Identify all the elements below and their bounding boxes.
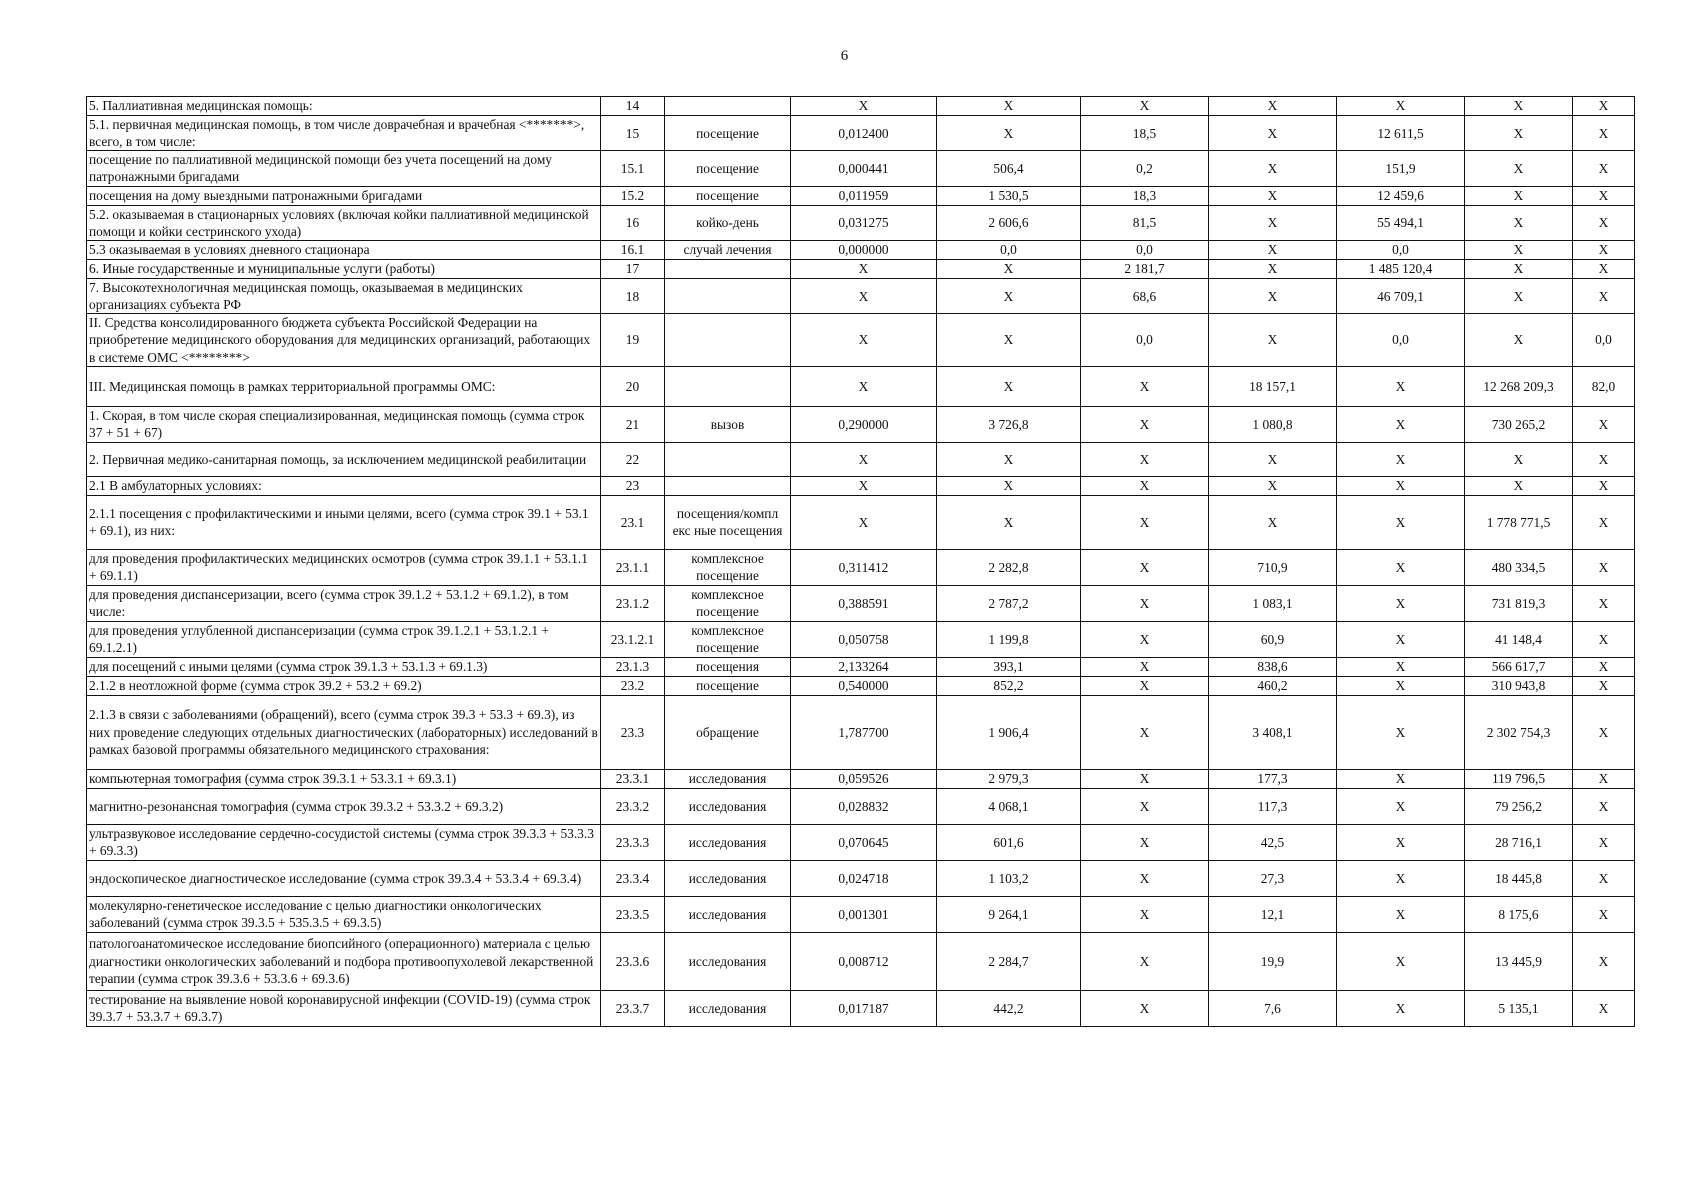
- row-volume-norm: 0,011959: [791, 186, 937, 205]
- row-volume-norm: 0,388591: [791, 585, 937, 621]
- row-per-capita-oms: 177,3: [1209, 769, 1337, 788]
- table-row: [87, 824, 1635, 860]
- row-sum-oms: X: [1465, 116, 1573, 151]
- row-name: для проведения профилактических медицинских осмотров (сумма строк 39.1.1 + 53.1.1 + 69.1.1): [87, 549, 601, 585]
- row-sum-budget: X: [1337, 366, 1465, 406]
- table-row: [87, 788, 1635, 824]
- row-sum-budget: 55 494,1: [1337, 205, 1465, 240]
- row-sum-budget: X: [1337, 932, 1465, 990]
- row-per-capita-oms: X: [1209, 442, 1337, 476]
- row-volume-norm: 0,050758: [791, 621, 937, 657]
- row-per-capita-budget: 18,5: [1081, 116, 1209, 151]
- row-line-number: 14: [601, 97, 665, 116]
- row-volume-norm: 0,024718: [791, 860, 937, 896]
- row-per-capita-budget: 81,5: [1081, 205, 1209, 240]
- row-percent: X: [1573, 151, 1635, 186]
- row-unit: исследования: [665, 896, 791, 932]
- row-volume-norm: X: [791, 314, 937, 366]
- row-per-capita-oms: 60,9: [1209, 621, 1337, 657]
- row-line-number: 23.1.2.1: [601, 621, 665, 657]
- row-per-capita-budget: X: [1081, 621, 1209, 657]
- row-sum-budget: 0,0: [1337, 240, 1465, 259]
- row-name: 2. Первичная медико-санитарная помощь, за исключением медицинской реабилитации: [87, 442, 601, 476]
- row-cost-norm: X: [937, 366, 1081, 406]
- row-line-number: 23.2: [601, 676, 665, 695]
- row-sum-budget: X: [1337, 549, 1465, 585]
- row-sum-oms: 730 265,2: [1465, 406, 1573, 442]
- row-sum-oms: X: [1465, 186, 1573, 205]
- row-cost-norm: X: [937, 116, 1081, 151]
- row-unit: исследования: [665, 769, 791, 788]
- row-per-capita-oms: 42,5: [1209, 824, 1337, 860]
- table-row: [87, 896, 1635, 932]
- row-per-capita-oms: X: [1209, 495, 1337, 549]
- row-line-number: 23.3.2: [601, 788, 665, 824]
- row-per-capita-oms: X: [1209, 205, 1337, 240]
- table-row: [87, 97, 1635, 116]
- row-name: для посещений с иными целями (сумма строк 39.1.3 + 53.1.3 + 69.1.3): [87, 657, 601, 676]
- row-cost-norm: 506,4: [937, 151, 1081, 186]
- row-per-capita-budget: X: [1081, 824, 1209, 860]
- table-row: [87, 657, 1635, 676]
- table-row: [87, 205, 1635, 240]
- row-percent: X: [1573, 186, 1635, 205]
- row-percent: X: [1573, 932, 1635, 990]
- row-percent: X: [1573, 116, 1635, 151]
- row-cost-norm: 9 264,1: [937, 896, 1081, 932]
- row-per-capita-oms: 1 080,8: [1209, 406, 1337, 442]
- row-per-capita-budget: 68,6: [1081, 278, 1209, 313]
- row-volume-norm: 0,008712: [791, 932, 937, 990]
- row-sum-budget: X: [1337, 495, 1465, 549]
- row-cost-norm: X: [937, 495, 1081, 549]
- row-sum-budget: X: [1337, 442, 1465, 476]
- row-cost-norm: 1 199,8: [937, 621, 1081, 657]
- row-line-number: 21: [601, 406, 665, 442]
- row-name: ультразвуковое исследование сердечно-сосудистой системы (сумма строк 39.3.3 + 53.3.3 + 69.3.3): [87, 824, 601, 860]
- row-percent: X: [1573, 240, 1635, 259]
- row-volume-norm: 0,031275: [791, 205, 937, 240]
- row-per-capita-oms: 710,9: [1209, 549, 1337, 585]
- row-name: посещение по паллиативной медицинской помощи без учета посещений на дому патронажными бригадами: [87, 151, 601, 186]
- table-row: [87, 990, 1635, 1026]
- row-sum-budget: 46 709,1: [1337, 278, 1465, 313]
- row-sum-oms: X: [1465, 97, 1573, 116]
- row-sum-oms: 119 796,5: [1465, 769, 1573, 788]
- row-sum-oms: X: [1465, 442, 1573, 476]
- row-line-number: 19: [601, 314, 665, 366]
- row-name: 2.1.3 в связи с заболеваниями (обращений), всего (сумма строк 39.3 + 53.3 + 69.3), из них проведение следующих отдельных диагностических (лабораторных) исследований в рамках базовой программы обязательного медицинского страхования:: [87, 695, 601, 769]
- row-sum-oms: X: [1465, 278, 1573, 313]
- row-unit: исследования: [665, 990, 791, 1026]
- row-sum-oms: 41 148,4: [1465, 621, 1573, 657]
- table-row: [87, 151, 1635, 186]
- row-volume-norm: X: [791, 476, 937, 495]
- row-name: 7. Высокотехнологичная медицинская помощь, оказываемая в медицинских организациях субъекта РФ: [87, 278, 601, 313]
- row-cost-norm: 1 530,5: [937, 186, 1081, 205]
- row-sum-oms: 5 135,1: [1465, 990, 1573, 1026]
- table-row: [87, 769, 1635, 788]
- row-sum-oms: 2 302 754,3: [1465, 695, 1573, 769]
- row-percent: X: [1573, 769, 1635, 788]
- row-unit: посещения: [665, 657, 791, 676]
- row-line-number: 16: [601, 205, 665, 240]
- row-line-number: 15: [601, 116, 665, 151]
- row-line-number: 23.3.6: [601, 932, 665, 990]
- row-unit: исследования: [665, 824, 791, 860]
- row-per-capita-budget: X: [1081, 990, 1209, 1026]
- row-percent: X: [1573, 278, 1635, 313]
- row-name: II. Средства консолидированного бюджета субъекта Российской Федерации на приобретение медицинского оборудования для медицинских организаций, работающих в системе ОМС <********>: [87, 314, 601, 366]
- row-sum-budget: X: [1337, 406, 1465, 442]
- row-sum-budget: X: [1337, 695, 1465, 769]
- row-sum-oms: X: [1465, 205, 1573, 240]
- row-unit: койко-день: [665, 205, 791, 240]
- row-unit: комплексное посещение: [665, 585, 791, 621]
- row-percent: X: [1573, 990, 1635, 1026]
- row-sum-oms: 731 819,3: [1465, 585, 1573, 621]
- row-per-capita-oms: X: [1209, 259, 1337, 278]
- row-name: 2.1.2 в неотложной форме (сумма строк 39.2 + 53.2 + 69.2): [87, 676, 601, 695]
- row-per-capita-budget: X: [1081, 676, 1209, 695]
- table-row: [87, 695, 1635, 769]
- row-sum-budget: X: [1337, 769, 1465, 788]
- table-row: [87, 314, 1635, 366]
- page-number: 6: [840, 48, 849, 64]
- row-volume-norm: 0,017187: [791, 990, 937, 1026]
- table-row: [87, 240, 1635, 259]
- row-per-capita-oms: X: [1209, 151, 1337, 186]
- row-cost-norm: 2 282,8: [937, 549, 1081, 585]
- row-unit: исследования: [665, 788, 791, 824]
- table-row: [87, 476, 1635, 495]
- row-sum-oms: 480 334,5: [1465, 549, 1573, 585]
- row-line-number: 23.3.7: [601, 990, 665, 1026]
- row-line-number: 16.1: [601, 240, 665, 259]
- row-per-capita-oms: 12,1: [1209, 896, 1337, 932]
- row-per-capita-budget: 0,2: [1081, 151, 1209, 186]
- row-per-capita-oms: 117,3: [1209, 788, 1337, 824]
- row-sum-budget: X: [1337, 97, 1465, 116]
- row-percent: X: [1573, 788, 1635, 824]
- row-name: 1. Скорая, в том числе скорая специализированная, медицинская помощь (сумма строк 37 + 51 + 67): [87, 406, 601, 442]
- row-unit: [665, 366, 791, 406]
- row-name: молекулярно-генетическое исследование с целью диагностики онкологических заболеваний (сумма строк 39.3.5 + 535.3.5 + 69.3.5): [87, 896, 601, 932]
- row-per-capita-budget: X: [1081, 896, 1209, 932]
- row-cost-norm: X: [937, 97, 1081, 116]
- row-name: тестирование на выявление новой коронавирусной инфекции (COVID-19) (сумма строк 39.3.7 + 53.3.7 + 69.3.7): [87, 990, 601, 1026]
- row-unit: случай лечения: [665, 240, 791, 259]
- table-row: [87, 186, 1635, 205]
- row-percent: X: [1573, 97, 1635, 116]
- row-per-capita-budget: X: [1081, 860, 1209, 896]
- row-sum-budget: X: [1337, 860, 1465, 896]
- row-per-capita-budget: X: [1081, 932, 1209, 990]
- row-volume-norm: 0,028832: [791, 788, 937, 824]
- row-cost-norm: 442,2: [937, 990, 1081, 1026]
- row-per-capita-budget: X: [1081, 476, 1209, 495]
- row-unit: исследования: [665, 932, 791, 990]
- row-sum-oms: 1 778 771,5: [1465, 495, 1573, 549]
- row-cost-norm: 601,6: [937, 824, 1081, 860]
- row-unit: [665, 442, 791, 476]
- row-unit: комплексное посещение: [665, 621, 791, 657]
- row-percent: X: [1573, 549, 1635, 585]
- row-cost-norm: 2 979,3: [937, 769, 1081, 788]
- row-percent: X: [1573, 585, 1635, 621]
- table-row: [87, 621, 1635, 657]
- row-sum-oms: 310 943,8: [1465, 676, 1573, 695]
- row-per-capita-oms: 19,9: [1209, 932, 1337, 990]
- row-sum-oms: 566 617,7: [1465, 657, 1573, 676]
- row-volume-norm: 0,311412: [791, 549, 937, 585]
- row-cost-norm: X: [937, 442, 1081, 476]
- row-percent: X: [1573, 676, 1635, 695]
- row-percent: X: [1573, 657, 1635, 676]
- row-volume-norm: 0,070645: [791, 824, 937, 860]
- row-line-number: 23: [601, 476, 665, 495]
- row-line-number: 23.3.5: [601, 896, 665, 932]
- row-sum-oms: 12 268 209,3: [1465, 366, 1573, 406]
- table-row: [87, 585, 1635, 621]
- row-sum-oms: 18 445,8: [1465, 860, 1573, 896]
- row-unit: вызов: [665, 406, 791, 442]
- row-per-capita-oms: X: [1209, 116, 1337, 151]
- row-name: для проведения углубленной диспансеризации (сумма строк 39.1.2.1 + 53.1.2.1 + 69.1.2.1): [87, 621, 601, 657]
- row-sum-budget: X: [1337, 896, 1465, 932]
- row-percent: X: [1573, 476, 1635, 495]
- row-per-capita-budget: X: [1081, 769, 1209, 788]
- row-line-number: 23.3: [601, 695, 665, 769]
- row-name: III. Медицинская помощь в рамках территориальной программы ОМС:: [87, 366, 601, 406]
- row-unit: [665, 278, 791, 313]
- row-sum-budget: 151,9: [1337, 151, 1465, 186]
- table-row: [87, 278, 1635, 313]
- row-volume-norm: X: [791, 366, 937, 406]
- row-unit: посещение: [665, 186, 791, 205]
- row-percent: X: [1573, 495, 1635, 549]
- row-sum-budget: X: [1337, 990, 1465, 1026]
- row-sum-oms: X: [1465, 476, 1573, 495]
- row-unit: посещение: [665, 676, 791, 695]
- table-row: [87, 366, 1635, 406]
- row-per-capita-budget: X: [1081, 695, 1209, 769]
- row-name: 2.1 В амбулаторных условиях:: [87, 476, 601, 495]
- row-cost-norm: 852,2: [937, 676, 1081, 695]
- row-unit: посещение: [665, 151, 791, 186]
- row-cost-norm: 4 068,1: [937, 788, 1081, 824]
- row-sum-oms: X: [1465, 151, 1573, 186]
- row-volume-norm: 0,059526: [791, 769, 937, 788]
- row-percent: X: [1573, 621, 1635, 657]
- row-per-capita-budget: X: [1081, 495, 1209, 549]
- row-line-number: 20: [601, 366, 665, 406]
- row-percent: X: [1573, 442, 1635, 476]
- row-line-number: 23.3.3: [601, 824, 665, 860]
- row-percent: 0,0: [1573, 314, 1635, 366]
- row-cost-norm: X: [937, 278, 1081, 313]
- table-row: [87, 860, 1635, 896]
- row-sum-budget: 12 611,5: [1337, 116, 1465, 151]
- row-sum-budget: X: [1337, 621, 1465, 657]
- row-cost-norm: 2 284,7: [937, 932, 1081, 990]
- row-per-capita-oms: 1 083,1: [1209, 585, 1337, 621]
- row-cost-norm: X: [937, 476, 1081, 495]
- row-volume-norm: 0,000000: [791, 240, 937, 259]
- row-line-number: 18: [601, 278, 665, 313]
- row-per-capita-oms: X: [1209, 186, 1337, 205]
- row-volume-norm: 0,000441: [791, 151, 937, 186]
- row-cost-norm: X: [937, 259, 1081, 278]
- row-unit: посещения/компл екс ные посещения: [665, 495, 791, 549]
- row-per-capita-oms: 18 157,1: [1209, 366, 1337, 406]
- row-unit: посещение: [665, 116, 791, 151]
- row-percent: X: [1573, 824, 1635, 860]
- row-line-number: 23.1: [601, 495, 665, 549]
- row-percent: X: [1573, 695, 1635, 769]
- row-per-capita-oms: X: [1209, 97, 1337, 116]
- row-unit: [665, 476, 791, 495]
- row-percent: X: [1573, 860, 1635, 896]
- row-volume-norm: X: [791, 278, 937, 313]
- row-volume-norm: 0,001301: [791, 896, 937, 932]
- row-name: 6. Иные государственные и муниципальные услуги (работы): [87, 259, 601, 278]
- row-sum-budget: X: [1337, 585, 1465, 621]
- row-sum-oms: 8 175,6: [1465, 896, 1573, 932]
- row-sum-budget: X: [1337, 476, 1465, 495]
- row-per-capita-oms: 838,6: [1209, 657, 1337, 676]
- row-cost-norm: 3 726,8: [937, 406, 1081, 442]
- row-sum-oms: 79 256,2: [1465, 788, 1573, 824]
- row-per-capita-budget: 18,3: [1081, 186, 1209, 205]
- row-volume-norm: 1,787700: [791, 695, 937, 769]
- row-per-capita-budget: 0,0: [1081, 240, 1209, 259]
- row-volume-norm: X: [791, 495, 937, 549]
- row-cost-norm: X: [937, 314, 1081, 366]
- row-per-capita-budget: X: [1081, 366, 1209, 406]
- row-line-number: 23.1.1: [601, 549, 665, 585]
- row-per-capita-budget: X: [1081, 585, 1209, 621]
- row-per-capita-budget: X: [1081, 97, 1209, 116]
- row-sum-budget: X: [1337, 657, 1465, 676]
- row-cost-norm: 0,0: [937, 240, 1081, 259]
- row-volume-norm: 0,540000: [791, 676, 937, 695]
- row-volume-norm: 0,290000: [791, 406, 937, 442]
- row-line-number: 23.3.1: [601, 769, 665, 788]
- row-per-capita-oms: X: [1209, 314, 1337, 366]
- row-cost-norm: 1 906,4: [937, 695, 1081, 769]
- row-per-capita-oms: 3 408,1: [1209, 695, 1337, 769]
- table-row: [87, 406, 1635, 442]
- table-row: [87, 932, 1635, 990]
- row-per-capita-budget: X: [1081, 657, 1209, 676]
- row-cost-norm: 2 787,2: [937, 585, 1081, 621]
- row-sum-oms: 13 445,9: [1465, 932, 1573, 990]
- row-sum-oms: X: [1465, 259, 1573, 278]
- row-percent: 82,0: [1573, 366, 1635, 406]
- row-name: патологоанатомическое исследование биопсийного (операционного) материала с целью диагностики онкологических заболеваний и подбора противоопухолевой лекарственной терапии (сумма строк 39.3.6 + 53.3.6 + 69.3.6): [87, 932, 601, 990]
- row-percent: X: [1573, 406, 1635, 442]
- row-sum-budget: 12 459,6: [1337, 186, 1465, 205]
- row-name: для проведения диспансеризации, всего (сумма строк 39.1.2 + 53.1.2 + 69.1.2), в том числе:: [87, 585, 601, 621]
- table-row: [87, 495, 1635, 549]
- row-line-number: 23.3.4: [601, 860, 665, 896]
- row-volume-norm: X: [791, 97, 937, 116]
- row-sum-budget: X: [1337, 676, 1465, 695]
- row-per-capita-budget: X: [1081, 788, 1209, 824]
- row-percent: X: [1573, 259, 1635, 278]
- row-name: 5.2. оказываемая в стационарных условиях (включая койки паллиативной медицинской помощи и койки сестринского ухода): [87, 205, 601, 240]
- row-per-capita-budget: 0,0: [1081, 314, 1209, 366]
- row-per-capita-budget: X: [1081, 442, 1209, 476]
- row-per-capita-oms: 460,2: [1209, 676, 1337, 695]
- row-line-number: 15.2: [601, 186, 665, 205]
- row-cost-norm: 393,1: [937, 657, 1081, 676]
- row-cost-norm: 1 103,2: [937, 860, 1081, 896]
- row-volume-norm: 2,133264: [791, 657, 937, 676]
- row-name: магнитно-резонансная томография (сумма строк 39.3.2 + 53.3.2 + 69.3.2): [87, 788, 601, 824]
- row-cost-norm: 2 606,6: [937, 205, 1081, 240]
- row-name: 5.1. первичная медицинская помощь, в том числе доврачебная и врачебная <*******>, всего, в том числе:: [87, 116, 601, 151]
- row-name: 5.3 оказываемая в условиях дневного стационара: [87, 240, 601, 259]
- row-per-capita-oms: X: [1209, 476, 1337, 495]
- row-sum-oms: 28 716,1: [1465, 824, 1573, 860]
- row-name: компьютерная томография (сумма строк 39.3.1 + 53.3.1 + 69.3.1): [87, 769, 601, 788]
- table-row: [87, 442, 1635, 476]
- row-sum-budget: 1 485 120,4: [1337, 259, 1465, 278]
- row-line-number: 23.1.2: [601, 585, 665, 621]
- row-per-capita-budget: X: [1081, 549, 1209, 585]
- row-sum-budget: X: [1337, 824, 1465, 860]
- row-name: 5. Паллиативная медицинская помощь:: [87, 97, 601, 116]
- row-per-capita-oms: X: [1209, 240, 1337, 259]
- row-per-capita-budget: X: [1081, 406, 1209, 442]
- row-line-number: 17: [601, 259, 665, 278]
- row-unit: [665, 259, 791, 278]
- row-percent: X: [1573, 896, 1635, 932]
- row-per-capita-oms: 27,3: [1209, 860, 1337, 896]
- row-name: эндоскопическое диагностическое исследование (сумма строк 39.3.4 + 53.3.4 + 69.3.4): [87, 860, 601, 896]
- row-sum-budget: 0,0: [1337, 314, 1465, 366]
- row-line-number: 15.1: [601, 151, 665, 186]
- row-volume-norm: X: [791, 442, 937, 476]
- row-name: 2.1.1 посещения с профилактическими и иными целями, всего (сумма строк 39.1 + 53.1 + 69.1), из них:: [87, 495, 601, 549]
- row-line-number: 22: [601, 442, 665, 476]
- row-unit: [665, 97, 791, 116]
- program-table: [86, 96, 1635, 1027]
- row-unit: [665, 314, 791, 366]
- table-row: [87, 676, 1635, 695]
- row-unit: комплексное посещение: [665, 549, 791, 585]
- table-row: [87, 259, 1635, 278]
- row-per-capita-oms: 7,6: [1209, 990, 1337, 1026]
- table-row: [87, 549, 1635, 585]
- row-per-capita-budget: 2 181,7: [1081, 259, 1209, 278]
- row-sum-budget: X: [1337, 788, 1465, 824]
- table-row: [87, 116, 1635, 151]
- row-line-number: 23.1.3: [601, 657, 665, 676]
- row-unit: обращение: [665, 695, 791, 769]
- row-percent: X: [1573, 205, 1635, 240]
- row-per-capita-oms: X: [1209, 278, 1337, 313]
- row-sum-oms: X: [1465, 240, 1573, 259]
- row-unit: исследования: [665, 860, 791, 896]
- row-volume-norm: 0,012400: [791, 116, 937, 151]
- row-volume-norm: X: [791, 259, 937, 278]
- row-name: посещения на дому выездными патронажными бригадами: [87, 186, 601, 205]
- row-sum-oms: X: [1465, 314, 1573, 366]
